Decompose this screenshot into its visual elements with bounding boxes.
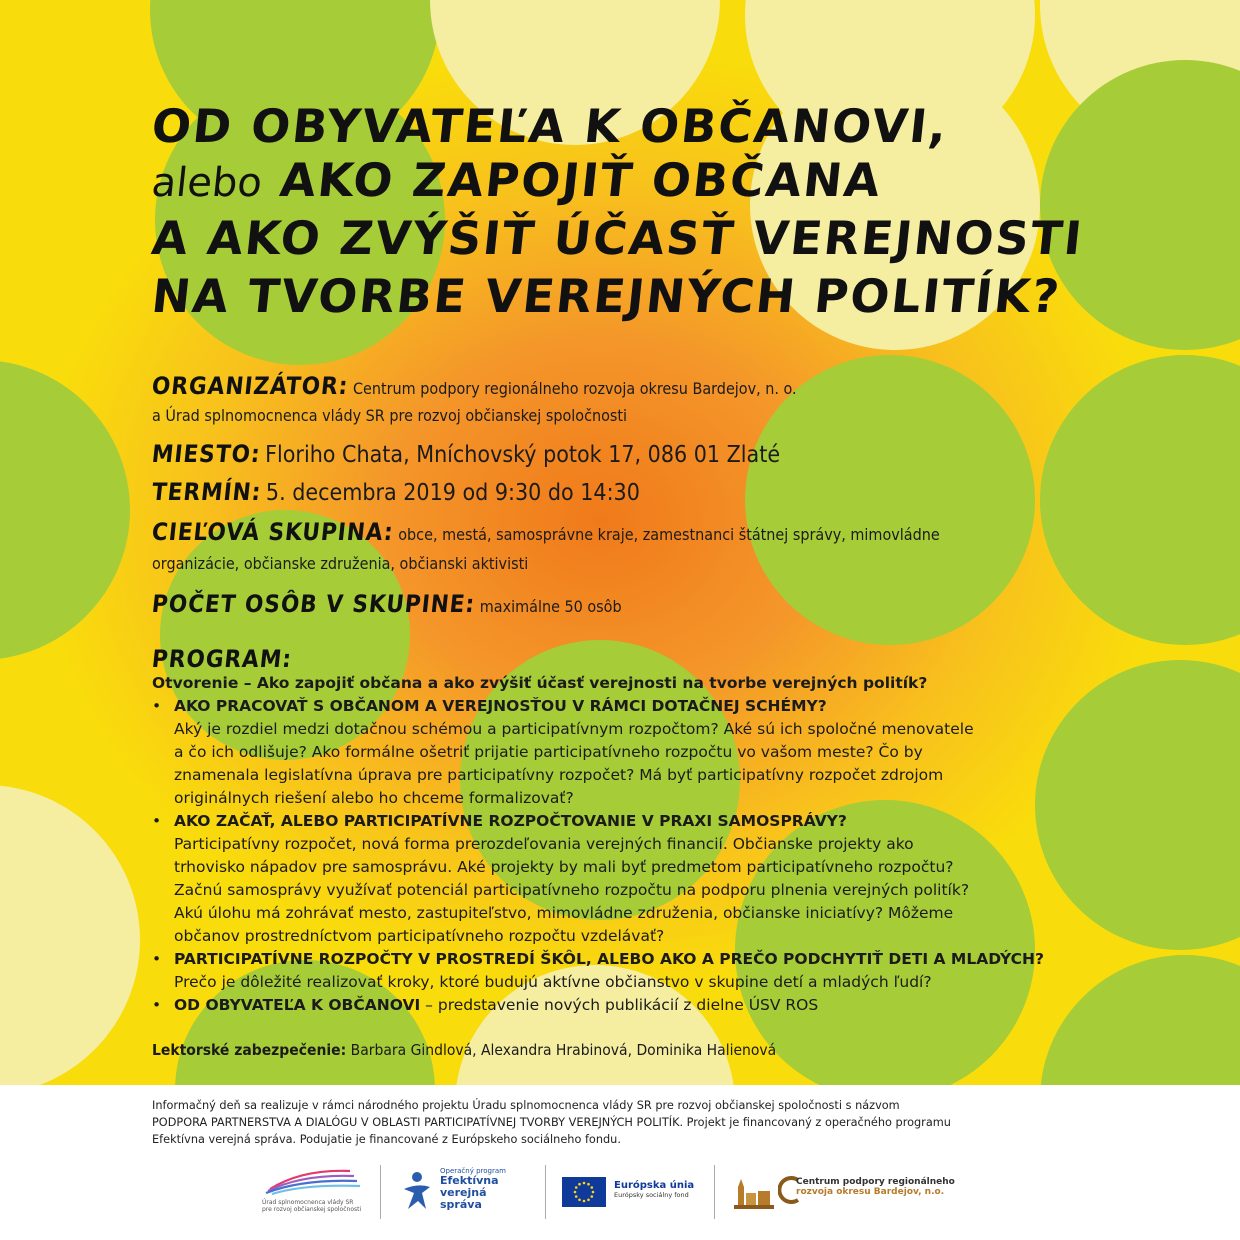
usv-ros-logo-mark (262, 1165, 372, 1195)
logo-divider (380, 1165, 381, 1219)
target-line-1: obce, mestá, samosprávne kraje, zamestnanci štátnej správy, mimovládne (398, 525, 940, 544)
organizer-line-2: a Úrad splnomocnenca vlády SR pre rozvoj občianskej spoločnosti (152, 406, 628, 425)
program-item (152, 695, 1072, 810)
organizer-label: ORGANIZÁTOR: (150, 372, 350, 400)
organizer-row (152, 372, 797, 400)
program-item (152, 994, 1072, 1017)
usv-ros-logo (262, 1165, 372, 1217)
target-line-2: organizácie, občianske združenia, občianski aktivisti (152, 554, 529, 573)
footer-note (152, 1097, 1082, 1148)
lecturers-value: Barbara Gindlová, Alexandra Hrabinová, Dominika Halienová (346, 1041, 777, 1059)
place-row (152, 440, 780, 468)
footer-note-line-3: Efektívna verejná správa. Podujatie je financované z Európskeho sociálneho fondu. (152, 1133, 621, 1146)
footer-note-line-2: PODPORA PARTNERSTVA A DIALÓGU V OBLASTI PARTICIPATÍVNEJ TVORBY VEREJNÝCH POLITÍK. Projekt je financovaný z operačného programu (152, 1116, 951, 1129)
eu-text (614, 1180, 694, 1199)
program-item-text: Akú úlohu má zohrávať mesto, zastupiteľstvo, mimovládne združenia, občianske iniciatívy? Môžeme (174, 904, 954, 922)
program-item-text: Aký je rozdiel medzi dotačnou schémou a participatívnym rozpočtom? Aké sú ich spoločné menovatele (174, 720, 974, 738)
program-item-heading: AKO ZAČAŤ, ALEBO PARTICIPATÍVNE ROZPOČTOVANIE V PRAXI SAMOSPRÁVY? (174, 812, 847, 830)
bullet: • (152, 812, 162, 830)
bullet: • (152, 950, 162, 968)
program-item-text: Prečo je dôležité realizovať kroky, ktoré budujú aktívne občianstvo v skupine detí a mladých ľudí? (174, 973, 932, 991)
program-list (152, 672, 1072, 1017)
program-item-heading: PARTICIPATÍVNE ROZPOČTY V PROSTREDÍ ŠKÔL, ALEBO AKO A PREČO PODCHYTIŤ DETI A MLADÝCH? (174, 950, 1044, 968)
headline-line-2 (149, 152, 885, 211)
headline-line-2-main: AKO ZAPOJIŤ OBČANA (277, 153, 885, 207)
logo-divider (714, 1165, 715, 1219)
program-item-heading: AKO PRACOVAŤ S OBČANOM A VEREJNOSŤOU V RÁMCI DOTAČNEJ SCHÉMY? (174, 697, 827, 715)
place-value: Floriho Chata, Mníchovský potok 17, 086 01 Zlaté (265, 442, 781, 468)
usv-ros-text (262, 1199, 372, 1213)
lecturers-row (152, 1041, 776, 1059)
headline-alebo: alebo (149, 160, 265, 206)
program-item-text: originálnych riešení alebo ho chceme formalizovať? (174, 789, 574, 807)
town-emblem-icon (730, 1173, 776, 1213)
cprr-line-1: Centrum podpory regionálneho (796, 1177, 955, 1187)
count-label: POČET OSÔB V SKUPINE: (150, 590, 477, 618)
headline-line-1: OD OBYVATEĽA K OBČANOVI, (149, 99, 952, 153)
target-row (152, 518, 940, 546)
count-row (152, 590, 622, 618)
target-label: CIEĽOVÁ SKUPINA: (150, 518, 396, 546)
footer (0, 1085, 1240, 1240)
bullet: • (152, 996, 162, 1014)
eu-title: Európska únia (614, 1180, 695, 1191)
usv-ros-text-2: pre rozvoj občianskej spoločnosti (262, 1206, 362, 1213)
program-item-text: trhovisko nápadov pre samosprávu. Aké projekty by mali byť predmetom participatívneho rozpočtu? (174, 858, 954, 876)
organizer-line-1: Centrum podpory regionálneho rozvoja okresu Bardejov, n. o. (352, 379, 797, 398)
program-item-text: občanov prostredníctvom participatívneho rozpočtu vzdelávať? (174, 927, 665, 945)
count-value: maximálne 50 osôb (479, 597, 622, 616)
logo-divider (545, 1165, 546, 1219)
program-heading (152, 645, 292, 673)
person-icon (400, 1169, 436, 1213)
eu-sub: Európsky sociálny fond (614, 1191, 689, 1199)
date-row (152, 478, 640, 506)
program-item-last (174, 994, 1072, 1017)
cprr-logo (730, 1165, 955, 1217)
program-item-text: – predstavenie nových publikácií z dielne ÚSV ROS (420, 996, 819, 1014)
headline-line-4: NA TVORBE VEREJNÝCH POLITÍK? (149, 269, 1064, 323)
op-evs-line-1: Efektívna (440, 1174, 499, 1187)
cprr-line-2: rozvoja okresu Bardejov, n.o. (796, 1187, 945, 1197)
op-evs-logo (400, 1165, 530, 1217)
cprr-text (796, 1177, 955, 1197)
program-item-heading: OD OBYVATEĽA K OBČANOVI (174, 996, 421, 1014)
program-label: PROGRAM: (150, 645, 294, 673)
program-opening: Otvorenie – Ako zapojiť občana a ako zvýšiť účasť verejnosti na tvorbe verejných politík? (152, 674, 928, 692)
lecturers-label: Lektorské zabezpečenie: (152, 1041, 347, 1059)
op-evs-line-2: verejná správa (440, 1186, 487, 1211)
op-evs-small: Operačný program (440, 1167, 506, 1175)
footer-note-line-1: Informačný deň sa realizuje v rámci národného projektu Úradu splnomocnenca vlády SR pre rozvoj občianskej spoločnosti s názvom (152, 1099, 900, 1112)
program-item-text: znamenala legislatívna úprava pre participatívny rozpočet? Má byť participatívny rozpočet zdrojom (174, 766, 944, 784)
eu-logo (562, 1165, 702, 1217)
eu-flag-icon (562, 1177, 606, 1207)
headline-line-3: A AKO ZVÝŠIŤ ÚČASŤ VEREJNOSTI (149, 211, 1087, 265)
program-item-text: a čo ich odlišuje? Ako formálne ošetriť prijatie participatívneho rozpočtu vo vašom meste? Čo by (174, 743, 923, 761)
date-value: 5. decembra 2019 od 9:30 do 14:30 (265, 480, 640, 506)
program-item (152, 948, 1072, 994)
program-item-text: Začnú samosprávy využívať potenciál participatívneho rozpočtu na podporu plnenia verejných politík? (174, 881, 970, 899)
program-item-text: Participatívny rozpočet, nová forma prerozdeľovania verejných financií. Občianske projekty ako (174, 835, 914, 853)
bullet: • (152, 697, 162, 715)
usv-ros-text-1: Úrad splnomocnenca vlády SR (262, 1199, 354, 1206)
op-evs-text (440, 1167, 530, 1211)
date-label: TERMÍN: (150, 478, 263, 506)
place-label: MIESTO: (150, 440, 263, 468)
program-item (152, 810, 1072, 948)
